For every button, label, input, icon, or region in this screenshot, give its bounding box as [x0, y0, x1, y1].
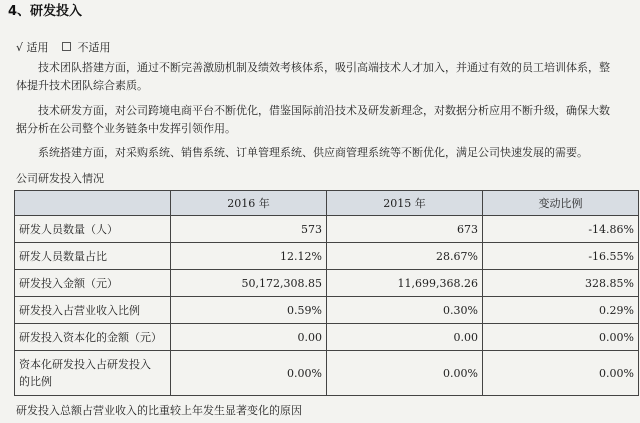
rd-investment-table [14, 190, 639, 396]
cell-change: 0.00% [483, 351, 639, 396]
applicable-checked-label: √ 适用 [16, 41, 49, 54]
footer-text: 研发投入总额占营业收入的比重较上年发生显著变化的原因 [16, 404, 302, 417]
paragraph-tech-rd: 技术研发方面，对公司跨境电商平台不断优化，借鉴国际前沿技术及研发新理念，对数据分析应用不断升级，确保大数 据分析在公司整个业务链条中发挥引领作用。 [16, 104, 610, 135]
header-blank [15, 191, 171, 216]
row-label: 研发投入金额（元） [15, 270, 171, 297]
table-caption: 公司研发投入情况 [16, 172, 104, 185]
cell-2016: 0.00 [171, 324, 327, 351]
row-label: 研发投入占营业收入比例 [15, 297, 171, 324]
cell-change: -14.86% [483, 216, 639, 243]
cell-2015: 673 [327, 216, 483, 243]
table-row [15, 297, 639, 324]
table-row [15, 270, 639, 297]
row-label: 研发人员数量占比 [15, 243, 171, 270]
cell-2015: 0.30% [327, 297, 483, 324]
cell-change: 0.00% [483, 324, 639, 351]
section-title: 4、研发投入 [8, 4, 83, 19]
cell-2016: 573 [171, 216, 327, 243]
table-row [15, 216, 639, 243]
cell-2015: 0.00% [327, 351, 483, 396]
paragraph-system-building: 系统搭建方面，对采购系统、销售系统、订单管理系统、供应商管理系统等不断优化，满足公司快速发展的需要。 [38, 146, 588, 159]
cell-2015: 11,699,368.26 [327, 270, 483, 297]
not-applicable-label: 不适用 [77, 41, 111, 54]
cell-2015: 0.00 [327, 324, 483, 351]
header-change: 变动比例 [483, 191, 639, 216]
cell-2016: 0.59% [171, 297, 327, 324]
applicability-options [16, 39, 111, 55]
header-2016: 2016 年 [171, 191, 327, 216]
row-label: 研发人员数量（人） [15, 216, 171, 243]
row-label: 研发投入资本化的金额（元） [15, 324, 171, 351]
cell-change: -16.55% [483, 243, 639, 270]
cell-2015: 28.67% [327, 243, 483, 270]
table-row [15, 351, 639, 396]
row-label: 资本化研发投入占研发投入 的比例 [15, 351, 171, 396]
cell-2016: 0.00% [171, 351, 327, 396]
table-row [15, 243, 639, 270]
cell-change: 328.85% [483, 270, 639, 297]
unchecked-box-icon [62, 42, 71, 51]
table-row [15, 324, 639, 351]
header-2015: 2015 年 [327, 191, 483, 216]
paragraph-team-building: 技术团队搭建方面，通过不断完善激励机制及绩效考核体系，吸引高端技术人才加入，并通过有效的员工培训体系，整 体提升技术团队综合素质。 [16, 61, 610, 92]
cell-2016: 50,172,308.85 [171, 270, 327, 297]
cell-2016: 12.12% [171, 243, 327, 270]
table-header-row [15, 191, 639, 216]
cell-change: 0.29% [483, 297, 639, 324]
